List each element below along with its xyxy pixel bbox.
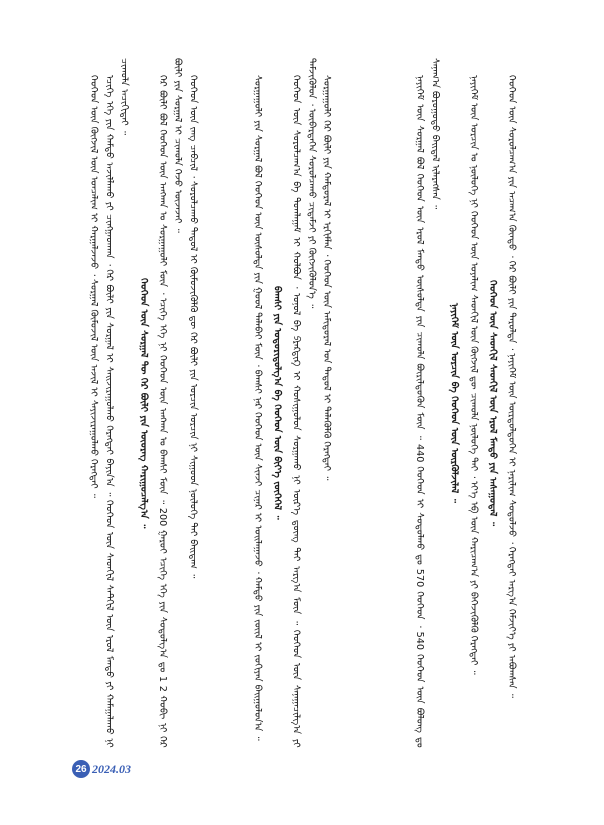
page-number-badge: 26 — [72, 760, 90, 778]
paragraph: ᠨᠡᠶᠢᠭᠡᠮ ᠦᠨ ᠰᠤᠷᠭᠠᠯ ᠪᠣᠯ ᠬᠡᠦᠬᠡᠳ ᠦᠨ ᠡᠷᠦᠯ ᠮᠡᠨᠳᠦ ᠥᠰᠦᠯᠲᠡ ᠶᠢᠨ ᠴᠢᠬᠤᠯᠠ ᠪᠦᠷᠢᠯᠳᠦᠬᠦᠨ ᠮᠥᠨ ᠃ 440 ᠬᠡᠦᠬᠡᠳ ᠢ ᠰᠤᠳᠤᠯᠬᠤ ᠳᠤ 570 ᠬᠡᠦᠬᠡᠳ ᠂ 540 ᠬᠡᠦᠬᠡᠳ ᠦᠨ ᠪᠤᠯᠤᠩ ᠳᠤ ᠰᠠᠨᠠᠭ᠎ᠠ ᠪᠤᠷᠤᠭᠤᠲᠤ ᠪᠠᠢᠳᠠᠯ ᠢᠯᠡᠷᠡᠭᠰᠡᠨ ᠃ — [414, 58, 441, 748]
text-columns — [86, 58, 556, 748]
issue-date: 2024.03 — [92, 761, 131, 776]
paragraph: ᠭᠡᠷ ᠪᠦᠯᠢ ᠪᠣᠯ ᠬᠡᠦᠬᠡᠳ ᠦᠨ ᠠᠨᠭᠬᠠᠨ ᠤ ᠰᠤᠷᠭᠠᠭᠤᠯᠢ ᠮᠥᠨ ᠂ ᠡᠴᠢᠭᠡ ᠡᠬᠡ ᠨᠢ ᠬᠡᠦᠬᠡᠳ ᠦᠨ ᠠᠩᠬᠠᠨ ᠤ ᠪᠠᠭᠰᠢ ᠮᠥᠨ ᠃ 200 ᠭᠠᠷᠤᠢ ᠡᠴᠢᠭᠡ ᠡᠬᠡ ᠶᠢᠨ ᠰᠤᠳᠤᠯᠭ᠎ᠠ ᠳᠤ 1 2 ᠬᠤᠪᠢ ᠨᠢ ᠭᠡᠷ ᠪᠦᠯᠢ ᠶᠢᠨ ᠰᠤᠷᠭᠠᠯ ᠢ ᠴᠢᠬᠤᠯᠠ ᠭᠡᠵᠦ ᠦᠵᠡᠵᠡᠢ ᠃ — [157, 58, 184, 748]
column-middle — [250, 58, 396, 748]
section-heading: ᠬᠡᠦᠬᠡᠳ ᠦᠨ ᠰᠤᠷᠭᠠᠯ ᠲᠦ ᠭᠡᠷ ᠪᠦᠯᠢ ᠶᠢᠨ ᠦᠦᠷᠡᠭ ᠬᠠᠷᠢᠭᠤᠴᠠᠯᠭ᠎ᠠ ᠃ — [137, 277, 149, 529]
paragraph: ᠬᠡᠦᠬᠡᠳ ᠦᠨ ᠬᠥᠭᠵᠢᠯ ᠦᠨ ᠣᠨᠴᠠᠯᠢᠭ ᠢ ᠬᠠᠷᠭᠠᠯᠵᠠᠵᠤ ᠂ ᠰᠤᠷᠭᠠᠯ ᠬᠦᠮᠦᠵᠢᠯ ᠦᠨ ᠠᠵᠢᠯ ᠢ ᠰᠠᠶᠢᠵᠢᠷᠠᠭᠤᠯᠬᠤ ᠬᠡᠷᠡᠭᠲᠡᠢ ᠃ — [88, 75, 100, 499]
paragraph: ᠨᠡᠶᠢᠭᠡᠮ ᠦᠨ ᠣᠷᠴᠢᠨ ᠤ ᠨᠥᠯᠥᠭᠡ ᠨᠢ ᠬᠡᠦᠬᠡᠳ ᠦᠨ ᠤᠶᠠᠯᠢᠭ ᠰᠡᠳᠬᠢᠯ ᠦᠨ ᠬᠥᠭᠵᠢᠯ ᠳᠦ ᠴᠢᠬᠤᠯᠠ ᠨᠥᠯᠥᠭᠡ ᠲᠠᠢ ᠂ ᠡᠶ᠎ᠡ ᠡᠪ ᠦᠨ ᠬᠠᠷᠢᠴᠠᠭ᠎ᠠ ᠶᠢ ᠪᠡᠬᠡᠵᠢᠭᠦᠯᠬᠦ ᠬᠡᠷᠡᠭᠲᠡᠢ ᠃ — [467, 75, 479, 676]
section-heading: ᠪᠠᠭᠰᠢ ᠶᠢᠨ ᠤᠳᠤᠷᠢᠳᠤᠯᠭ᠎ᠠ ᠪᠠ ᠬᠡᠦᠬᠡᠳ ᠦᠨ ᠪᠢᠶ᠎ᠡ ᠵᠥᠭᠡᠭᠡᠯ ᠃ — [271, 286, 283, 520]
paragraph: ᠰᠤᠷᠭᠠᠭᠤᠯᠢ ᠶᠢᠨ ᠰᠤᠷᠭᠠᠯ ᠪᠣᠯ ᠬᠡᠦᠬᠡᠳ ᠦᠨ ᠦᠰᠦᠯᠲᠡ ᠶᠢᠨ ᠭᠣᠣᠯ ᠲᠠᠯᠠᠪᠠᠢ ᠮᠥᠨ ᠂ ᠪᠠᠭᠰᠢ ᠨᠠᠷ ᠬᠡᠦᠬᠡᠳ ᠦᠨ ᠰᠢᠨᠵᠢ ᠴᠢᠨᠠᠷ ᠢ ᠣᠢᠯᠠᠭᠠᠵᠤ ᠂ ᠬᠠᠮᠲᠤ ᠶᠢᠨ ᠵᠦᠢᠯ ᠢ ᠵᠣᠬᠢᠶᠠᠨ ᠪᠠᠢᠭᠤᠯᠤᠨ᠎ᠠ ᠃ — [252, 75, 264, 741]
paragraph: ᠡᠴᠢᠭᠡ ᠡᠬᠡ ᠶᠢᠨ ᠬᠠᠮᠲᠤ ᠠᠵᠢᠯᠯᠠᠬᠤ ᠶᠢ ᠴᠢᠩᠭᠠᠳᠬᠠᠨ ᠂ ᠭᠡᠷ ᠪᠦᠯᠢ ᠶᠢᠨ ᠰᠤᠷᠭᠠᠯ ᠢ ᠰᠠᠢᠵᠢᠷᠠᠭᠤᠯᠬᠤ ᠬᠡᠷᠡᠭᠲᠡᠢ ᠪᠠᠶᠢᠨ᠎ᠠ ᠃ ᠬᠡᠦᠬᠡᠳ ᠦᠨ ᠰᠡᠳᠬᠢᠯ ᠰᠡᠲᠬᠢᠯ ᠦᠨ ᠡᠷᠦᠯ ᠮᠡᠨᠳᠦ ᠶᠢ ᠬᠠᠮᠠᠭᠠᠯᠠᠬᠤ ᠨᠢ ᠴᠢᠬᠤᠯᠠ ᠠᠴᠢᠬᠢᠲᠠᠢ ᠃ — [103, 58, 130, 748]
paragraph: ᠰᠤᠷᠭᠠᠭᠤᠯᠢ ᠭᠡᠷ ᠪᠦᠯᠢ ᠶᠢᠨ ᠬᠠᠮᠲᠤᠷᠠᠯ ᠢ ᠡᠷᠬᠢᠮᠯᠡᠨ ᠂ ᠬᠡᠦᠬᠡᠳ ᠦᠨ ᠠᠮᠢᠳᠤᠷᠠᠯ ᠤᠨ ᠳᠠᠳᠤᠯ ᠢ ᠲᠡᠯᠡᠭᠦᠯᠬᠦ ᠬᠡᠷᠡᠭᠲᠡᠢ ᠃ — [321, 75, 333, 481]
column-left — [86, 58, 234, 748]
section-heading: ᠨᠡᠶᠢᠭᠡᠮ ᠦᠨ ᠣᠷᠴᠢᠨ ᠪᠠ ᠬᠡᠦᠬᠡᠳ ᠦᠨ ᠦᠷᠭᠦᠯᠵᠢᠯᠡᠯ ᠃ — [448, 303, 460, 503]
column-right — [412, 58, 558, 748]
paragraph: ᠬᠡᠦᠬᠡᠳ ᠦᠨ ᠰᠤᠷᠤᠯᠴᠠᠭ᠎ᠠ ᠶᠢᠨ ᠠᠴᠠᠭ᠎ᠠ ᠬᠦᠨᠳᠦ ᠂ ᠭᠡᠷ ᠪᠦᠯᠢ ᠶᠢᠨ ᠳᠠᠷᠤᠯᠲᠠ ᠂ ᠨᠡᠶᠢᠭᠡᠮ ᠦᠨ ᠥᠷᠳᠦᠯᠳᠦᠭᠡᠨ ᠢ ᠨᠠᠷᠢᠯᠢᠭ ᠰᠤᠳᠤᠯᠵᠤ ᠂ ᠬᠡᠷᠡᠭᠲᠡᠢ ᠠᠷᠭ᠎ᠠ ᠬᠡᠮᠵᠢᠶ᠎ᠡ ᠶᠢ ᠠᠪᠤᠭᠰᠠᠨ ᠃ — [506, 75, 518, 699]
paragraph: ᠬᠡᠦᠬᠡᠳ ᠦᠨ ᠵᠠᠩ ᠴᠠᠪᠴᠢᠯ ᠂ ᠰᠤᠷᠤᠯᠴᠠᠬᠤ ᠳᠠᠳᠤᠯ ᠢ ᠬᠥᠮᠦᠵᠢᠭᠦᠯᠬᠦ ᠳᠦ ᠭᠡᠷ ᠪᠦᠯᠢ ᠶᠢᠨ ᠤᠷᠴᠢᠨ ᠣᠷᠴᠢᠨ ᠨᠢ ᠰᠢᠭᠤᠳ ᠨᠥᠯᠥᠭᠡ ᠲᠠᠢ ᠪᠠᠢᠳᠠᠭ ᠃ — [187, 75, 199, 579]
page-footer — [72, 758, 131, 780]
paragraph: ᠬᠡᠦᠬᠡᠳ ᠦᠨ ᠰᠤᠷᠤᠯᠴᠠᠭ᠎ᠠ ᠪᠠ ᠲᠣᠭᠯᠠᠭᠠᠮ ᠢ ᠬᠣᠯᠪᠣᠨ ᠂ ᠣᠨᠣᠯ ᠪᠠ ᠫᠷᠠᠺᠲᠢᠺ ᠢ ᠬᠣᠰᠢᠭᠤᠯᠤᠨ ᠰᠤᠷᠭᠠᠬᠤ ᠨᠢ ᠦᠷ᠎ᠡ ᠳ᠋ᠦᠩ ᠲᠠᠢ ᠠᠷᠭ᠎ᠠ ᠮᠥᠨ ᠃ ᠬᠡᠦᠬᠡᠳ ᠦᠨ ᠰᠠᠨᠠᠭᠠᠴᠢᠯᠭ᠎ᠠ ᠶᠢ ᠳᠡᠮᠵᠢᠭᠦᠯᠦᠨ ᠂ ᠥᠪᠡᠷᠲᠡᠭᠡᠨ ᠰᠤᠷᠤᠯᠴᠠᠬᠤ ᠴᠢᠳᠠᠮᠵᠢ ᠶᠢ ᠬᠥᠭᠵᠢᠭᠦᠯᠦᠨ᠎ᠡ ᠃ — [290, 58, 317, 748]
section-heading: ᠬᠡᠦᠬᠡᠳ ᠦᠨ ᠰᠡᠳᠬᠢᠯ ᠰᠡᠳᠬᠢᠯ ᠦᠨ ᠡᠷᠦᠯ ᠮᠡᠨᠳᠦ ᠶᠢᠨ ᠠᠰᠠᠭᠤᠳᠠᠯ ᠃ — [487, 279, 499, 527]
